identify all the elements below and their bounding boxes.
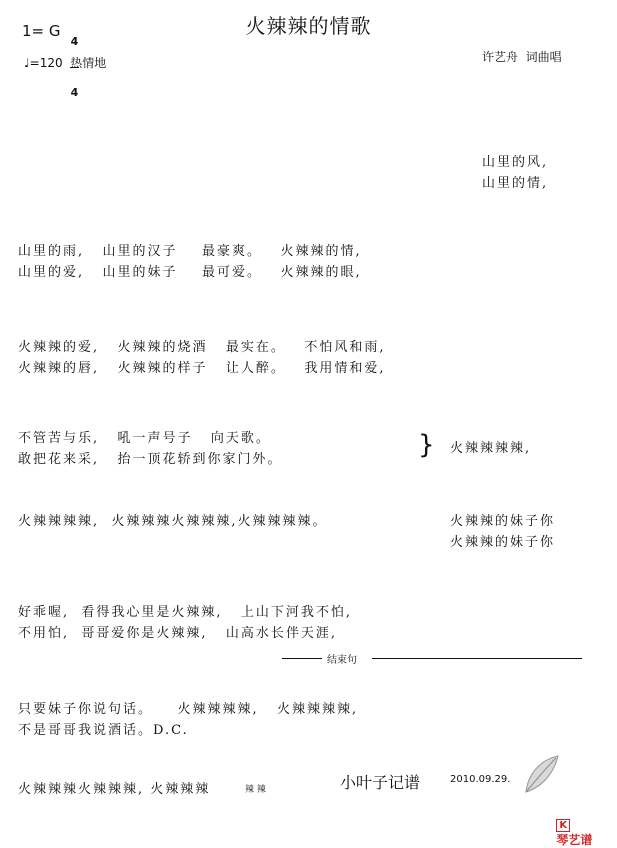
lyric-line-7a: 好乖喔, 看得我心里是火辣辣, 上山下河我不怕,	[18, 605, 353, 620]
key-signature: 1= G	[22, 22, 61, 40]
lyric-line-2b: 山里的情,	[482, 176, 549, 191]
leaf-icon	[522, 752, 562, 796]
brace: }	[418, 430, 435, 460]
ending-marker	[282, 651, 582, 665]
music-line-6	[18, 481, 599, 503]
tempo-marking: ♩=120 热情地	[24, 56, 107, 70]
music-line-1	[18, 78, 599, 100]
time-signature-top: 4	[70, 35, 79, 48]
music-line-2	[18, 121, 599, 143]
music-line-5	[18, 398, 599, 420]
lyric-line-5b: 敢把花来采, 抬一顶花轿到你家门外。	[18, 452, 283, 467]
lyric-line-3a: 山里的雨, 山里的汉子 最豪爽。 火辣辣的情,	[18, 244, 362, 259]
music-line-4	[18, 305, 599, 327]
ending-label: 结束句	[324, 651, 360, 666]
lyric-line-9a: 火辣辣辣火辣辣辣, 火辣辣辣	[18, 782, 211, 797]
time-signature-bottom: 4	[70, 86, 79, 99]
credits: 许艺舟 词曲唱	[482, 50, 562, 64]
lyric-line-2a: 山里的风,	[482, 155, 549, 170]
watermark-logo-icon: K	[556, 819, 570, 832]
lyric-line-3b: 山里的爱, 山里的妹子 最可爱。 火辣辣的眼,	[18, 265, 362, 280]
lyric-line-6b1: 火辣辣的妹子你	[450, 514, 556, 529]
music-line-7	[18, 573, 599, 595]
lyric-line-8b: 不是哥哥我说酒话。D.C.	[18, 723, 189, 738]
music-line-9	[18, 750, 328, 772]
watermark-text: 琴艺谱	[556, 833, 593, 847]
lyric-line-8a: 只要妹子你说句话。 火辣辣辣辣, 火辣辣辣辣,	[18, 702, 359, 717]
music-line-3	[18, 210, 599, 232]
lyric-line-6a: 火辣辣辣辣, 火辣辣辣火辣辣辣,火辣辣辣辣。	[18, 514, 328, 529]
lyric-line-9-tail: 辣 辣	[245, 785, 266, 795]
lyric-line-4a: 火辣辣的爱, 火辣辣的烧酒 最实在。 不怕风和雨,	[18, 340, 386, 355]
lyric-line-5-right: 火辣辣辣辣,	[450, 441, 532, 456]
transcriber-signature: 小叶子记谱	[340, 773, 421, 792]
lyric-line-4b: 火辣辣的唇, 火辣辣的样子 让人醉。 我用情和爱,	[18, 361, 386, 376]
transcription-date: 2010.09.29.	[450, 774, 511, 785]
lyric-line-5a: 不管苦与乐, 吼一声号子 向天歌。	[18, 431, 271, 446]
song-title: 火辣辣的情歌	[245, 14, 372, 38]
lyric-line-7b: 不用怕, 哥哥爱你是火辣辣, 山高水长伴天涯,	[18, 626, 338, 641]
lyric-line-6b2: 火辣辣的妹子你	[450, 535, 556, 550]
music-line-8	[18, 670, 599, 692]
